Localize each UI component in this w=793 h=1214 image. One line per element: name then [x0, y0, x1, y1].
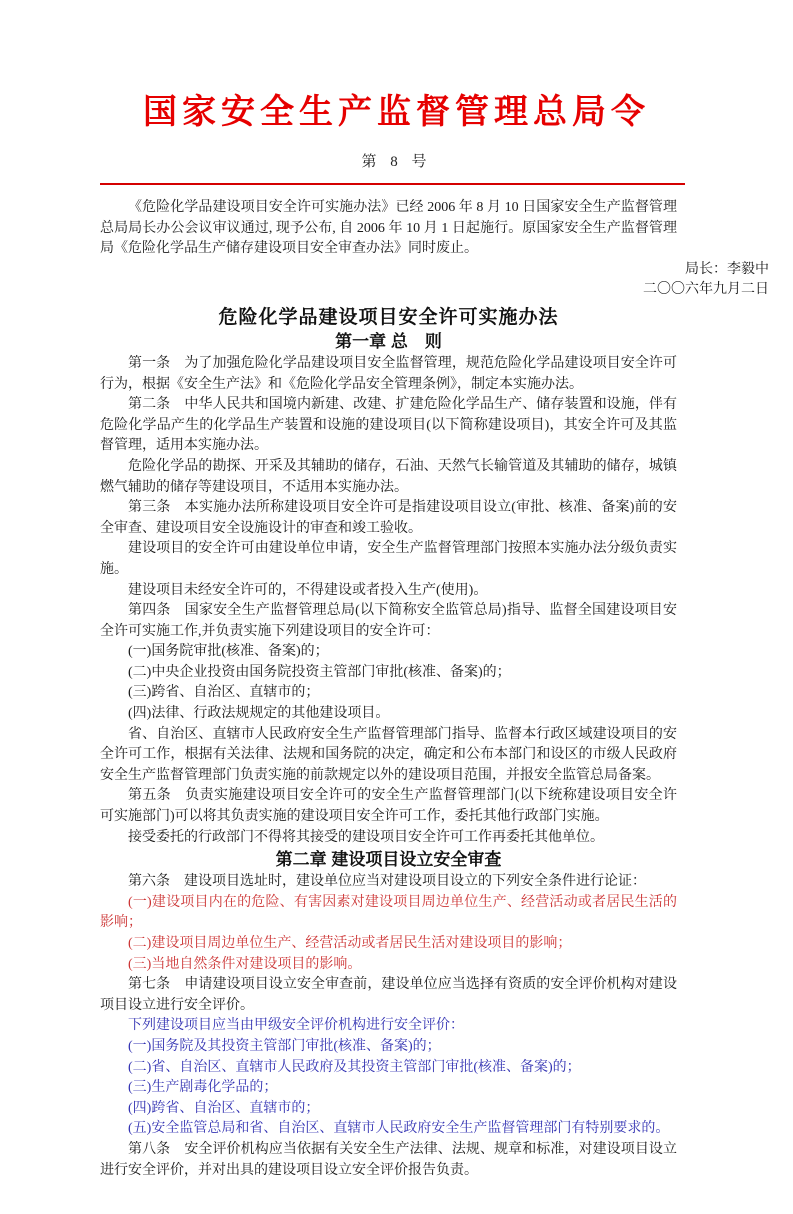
- article-4-item-2: (二)中央企业投资由国务院投资主管部门审批(核准、备案)的；: [128, 664, 511, 680]
- red-divider: [100, 183, 685, 185]
- article-7-item-2: (二)省、自治区、直辖市人民政府及其投资主管部门审批(核准、备案)的；: [128, 1059, 581, 1075]
- article-7: 第七条 申请建设项目设立安全审查前，建设单位应当选择有资质的安全评价机构对建设项目设立进行安全评价。: [100, 977, 677, 1013]
- article-6-item-1: (一)建设项目内在的危险、有害因素对建设项目周边单位生产、经营活动或者居民生活的影响；: [100, 894, 677, 931]
- article-4: 第四条 国家安全生产监督管理总局(以下简称安全监管总局)指导、监督全国建设项目安全许可实施工作,并负责实施下列建设项目的安全许可：: [100, 603, 677, 639]
- chapter-1-heading: 第一章 总 则: [335, 331, 442, 351]
- preamble-announcement: 《危险化学品建设项目安全许可实施办法》已经 2006 年 8 月 10 日国家安全生产监督管理总局局长办公会议审议通过, 现予公布, 自 2006 年 10 月 1 日起施行。原国家安全生产监督管理局《危险化学品生产储存建设项目安全审查办法》同时废止。: [100, 200, 677, 257]
- article-2: 第二条 中华人民共和国境内新建、改建、扩建危险化学品生产、储存装置和设施，伴有危险化学品产生的化学品生产装置和设施的建设项目(以下简称建设项目)，其安全许可及其监督管理，适用本实施办法。: [100, 397, 677, 454]
- article-7-item-5: (五)安全监管总局和省、自治区、直辖市人民政府安全生产监督管理部门有特别要求的。: [128, 1121, 670, 1137]
- article-6: 第六条 建设项目选址时，建设单位应当对建设项目设立的下列安全条件进行论证：: [128, 874, 646, 890]
- article-2-paragraph-2: 危险化学品的勘探、开采及其辅助的储存，石油、天然气长输管道及其辅助的储存，城镇燃气辅助的储存等建设项目，不适用本实施办法。: [100, 458, 677, 495]
- order-number: 第 8 号: [361, 154, 432, 170]
- date-line: 二〇〇六年九月二日: [643, 282, 769, 298]
- article-3: 第三条 本实施办法所称建设项目安全许可是指建设项目设立(审批、核准、备案)前的安全审查、建设项目安全设施设计的审查和竣工验收。: [100, 500, 677, 536]
- article-4-item-4: (四)法律、行政法规规定的其他建设项目。: [128, 706, 390, 722]
- article-1: 第一条 为了加强危险化学品建设项目安全监督管理，规范危险化学品建设项目安全许可行为，根据《安全生产法》和《危险化学品安全管理条例》，制定本实施办法。: [100, 355, 677, 392]
- article-4-item-3: (三)跨省、自治区、直辖市的；: [128, 685, 320, 701]
- article-7-item-4: (四)跨省、自治区、直辖市的；: [128, 1100, 320, 1116]
- article-7-paragraph-2: 下列建设项目应当由甲级安全评价机构进行安全评价：: [128, 1018, 464, 1034]
- article-6-item-2: (二)建设项目周边单位生产、经营活动或者居民生活对建设项目的影响；: [128, 936, 572, 951]
- article-5-paragraph-2: 接受委托的行政部门不得将其接受的建设项目安全许可工作再委托其他单位。: [128, 829, 604, 845]
- document-body: [100, 198, 769, 1181]
- article-3-paragraph-2: 建设项目的安全许可由建设单位申请，安全生产监督管理部门按照本实施办法分级负责实施。: [100, 541, 677, 577]
- document-title: 国家安全生产监督管理总局令: [143, 94, 650, 131]
- article-7-item-1: (一)国务院及其投资主管部门审批(核准、备案)的；: [128, 1038, 441, 1054]
- article-7-item-3: (三)生产剧毒化学品的；: [128, 1080, 278, 1096]
- document-page: [0, 92, 793, 1214]
- regulation-title: 危险化学品建设项目安全许可实施办法: [218, 306, 559, 328]
- article-6-item-3: (三)当地自然条件对建设项目的影响。: [128, 956, 362, 972]
- article-3-paragraph-3: 建设项目未经安全许可的，不得建设或者投入生产(使用)。: [128, 582, 488, 598]
- article-4-paragraph-2: 省、自治区、直辖市人民政府安全生产监督管理部门指导、监督本行政区域建设项目的安全许可工作，根据有关法律、法规和国务院的决定，确定和公布本部门和设区的市级人民政府安全生产监督管理部门负责实施的前款规定以外的建设项目范围，并报安全监管总局备案。: [100, 726, 677, 783]
- signature-block: [100, 260, 769, 301]
- chapter-2-heading: 第二章 建设项目设立安全审查: [275, 850, 502, 870]
- article-5: 第五条 负责实施建设项目安全许可的安全生产监督管理部门(以下统称建设项目安全许可实施部门)可以将其负责实施的建设项目安全许可工作，委托其他行政部门实施。: [100, 788, 677, 825]
- article-8: 第八条 安全评价机构应当依据有关安全生产法律、法规、规章和标准，对建设项目设立进行安全评价，并对出具的建设项目设立安全评价报告负责。: [100, 1141, 677, 1178]
- signer-line: 局长：李毅中: [685, 261, 769, 277]
- article-4-item-1: (一)国务院审批(核准、备案)的；: [128, 644, 329, 660]
